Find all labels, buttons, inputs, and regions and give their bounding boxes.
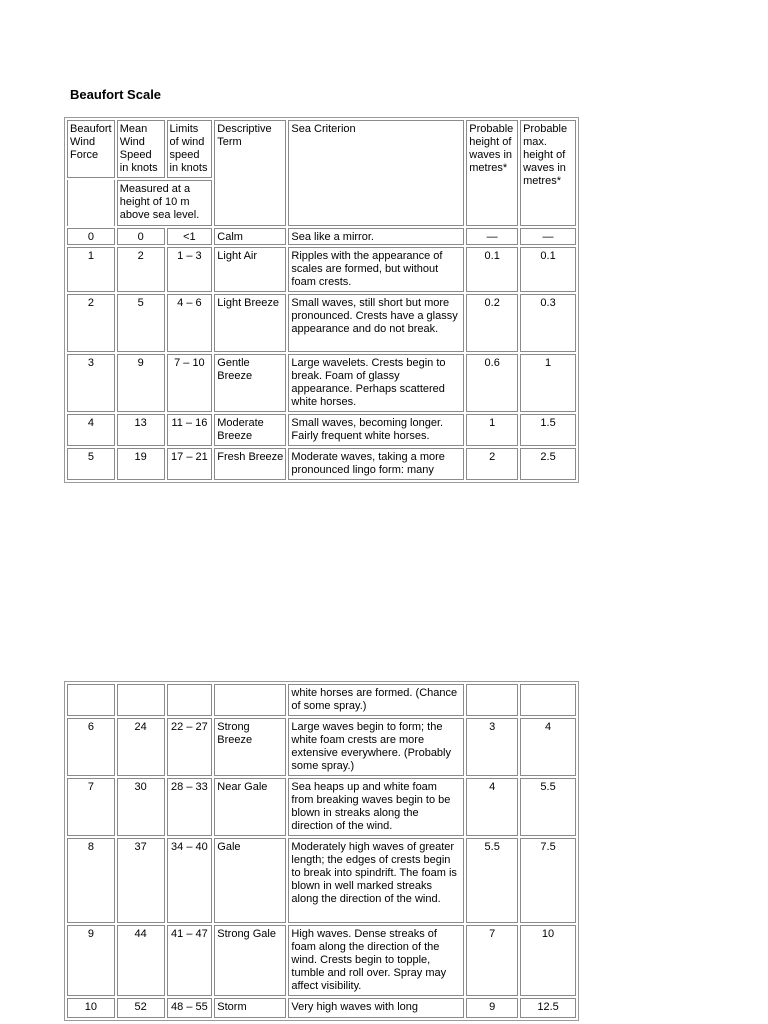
- cell-term: Strong Breeze: [214, 718, 286, 776]
- cell-mean: 2: [117, 247, 165, 292]
- cell-limits: 34 – 40: [167, 838, 213, 923]
- cell-max: 1.5: [520, 414, 576, 446]
- cell-limits: 41 – 47: [167, 925, 213, 996]
- cell-probable: 4: [466, 778, 518, 836]
- cell-force: 0: [67, 228, 115, 245]
- cell-criterion: Ripples with the appearance of scales are formed, but without foam crests.: [288, 247, 464, 292]
- cell-max: 0.1: [520, 247, 576, 292]
- cell-limits: 48 – 55: [167, 998, 213, 1018]
- header-force-spacer: [67, 180, 115, 226]
- cell-probable: 0.2: [466, 294, 518, 352]
- header-probable-height: Probable height of waves in metres*: [466, 120, 518, 226]
- cell-term: Fresh Breeze: [214, 448, 286, 480]
- table-row: [67, 414, 576, 446]
- cell-probable: 0.1: [466, 247, 518, 292]
- cell-limits: 28 – 33: [167, 778, 213, 836]
- table-row: [67, 448, 576, 480]
- cell-term: Gale: [214, 838, 286, 923]
- cell-max: 5.5: [520, 778, 576, 836]
- cell-mean: 13: [117, 414, 165, 446]
- cell-force: 9: [67, 925, 115, 996]
- cell-max: 12.5: [520, 998, 576, 1018]
- cell-term: Strong Gale: [214, 925, 286, 996]
- header-max-height: Probable max. height of waves in metres*: [520, 120, 576, 226]
- table-row: [67, 718, 576, 776]
- page-title: Beaufort Scale: [70, 87, 162, 102]
- cell-criterion: Large waves begin to form; the white foam crests are more extensive everywhere. (Probably some spray.): [288, 718, 464, 776]
- cell-criterion: Small waves, still short but more pronounced. Crests have a glassy appearance and do not break.: [288, 294, 464, 352]
- cell-mean: 44: [117, 925, 165, 996]
- cell-mean: 0: [117, 228, 165, 245]
- cell-max: 10: [520, 925, 576, 996]
- cell-limits: [167, 684, 213, 716]
- table-row: [67, 247, 576, 292]
- cell-force: 3: [67, 354, 115, 412]
- cell-limits: 1 – 3: [167, 247, 213, 292]
- cell-limits: <1: [167, 228, 213, 245]
- cell-criterion: Sea like a mirror.: [288, 228, 464, 245]
- cell-limits: 7 – 10: [167, 354, 213, 412]
- cell-max: 0.3: [520, 294, 576, 352]
- cell-limits: 22 – 27: [167, 718, 213, 776]
- table-row: [67, 925, 576, 996]
- beaufort-table-page-2: [64, 681, 579, 1021]
- cell-mean: 9: [117, 354, 165, 412]
- cell-limits: 11 – 16: [167, 414, 213, 446]
- cell-term: Moderate Breeze: [214, 414, 286, 446]
- table-row: [67, 294, 576, 352]
- cell-criterion: Small waves, becoming longer. Fairly frequent white horses.: [288, 414, 464, 446]
- cell-force: 7: [67, 778, 115, 836]
- cell-criterion: Moderately high waves of greater length; the edges of crests begin to break into spindrift. The foam is blown in well marked streaks along the direction of the wind.: [288, 838, 464, 923]
- cell-term: Near Gale: [214, 778, 286, 836]
- cell-force: 8: [67, 838, 115, 923]
- cell-max: [520, 684, 576, 716]
- cell-mean: 5: [117, 294, 165, 352]
- cell-term: Light Air: [214, 247, 286, 292]
- cell-mean: 19: [117, 448, 165, 480]
- header-limits: Limits of wind speed in knots: [167, 120, 213, 178]
- cell-probable: 1: [466, 414, 518, 446]
- cell-limits: 17 – 21: [167, 448, 213, 480]
- beaufort-table-page-1: [64, 117, 579, 483]
- cell-force: 5: [67, 448, 115, 480]
- cell-mean: [117, 684, 165, 716]
- cell-probable: 7: [466, 925, 518, 996]
- header-measured-note: Measured at a height of 10 m above sea level.: [117, 180, 213, 226]
- cell-probable: 3: [466, 718, 518, 776]
- header-mean-speed: Mean Wind Speed in knots: [117, 120, 165, 178]
- cell-term: [214, 684, 286, 716]
- cell-force: 1: [67, 247, 115, 292]
- header-descriptive-term: Descriptive Term: [214, 120, 286, 226]
- cell-max: 4: [520, 718, 576, 776]
- table-row: [67, 838, 576, 923]
- cell-criterion: Large wavelets. Crests begin to break. Foam of glassy appearance. Perhaps scattered white horses.: [288, 354, 464, 412]
- cell-probable: 2: [466, 448, 518, 480]
- cell-probable: 5.5: [466, 838, 518, 923]
- cell-criterion: High waves. Dense streaks of foam along the direction of the wind. Crests begin to topple, tumble and roll over. Spray may affect visibility.: [288, 925, 464, 996]
- cell-mean: 37: [117, 838, 165, 923]
- cell-force: 6: [67, 718, 115, 776]
- table-row: [67, 354, 576, 412]
- cell-max: 2.5: [520, 448, 576, 480]
- table-row: [67, 684, 576, 716]
- cell-criterion: Sea heaps up and white foam from breaking waves begin to be blown in streaks along the direction of the wind.: [288, 778, 464, 836]
- cell-term: Light Breeze: [214, 294, 286, 352]
- cell-term: Gentle Breeze: [214, 354, 286, 412]
- cell-mean: 24: [117, 718, 165, 776]
- cell-term: Storm: [214, 998, 286, 1018]
- cell-probable: —: [466, 228, 518, 245]
- cell-term: Calm: [214, 228, 286, 245]
- header-force: Beaufort Wind Force: [67, 120, 115, 178]
- cell-criterion: white horses are formed. (Chance of some spray.): [288, 684, 464, 716]
- cell-probable: [466, 684, 518, 716]
- cell-max: 7.5: [520, 838, 576, 923]
- cell-probable: 0.6: [466, 354, 518, 412]
- cell-criterion: Moderate waves, taking a more pronounced lingo form: many: [288, 448, 464, 480]
- table-row: [67, 998, 576, 1018]
- cell-force: [67, 684, 115, 716]
- header-sea-criterion: Sea Criterion: [288, 120, 464, 226]
- cell-probable: 9: [466, 998, 518, 1018]
- cell-force: 2: [67, 294, 115, 352]
- cell-force: 10: [67, 998, 115, 1018]
- cell-mean: 30: [117, 778, 165, 836]
- table-row: [67, 228, 576, 245]
- cell-mean: 52: [117, 998, 165, 1018]
- cell-max: —: [520, 228, 576, 245]
- cell-limits: 4 – 6: [167, 294, 213, 352]
- table-row: [67, 778, 576, 836]
- cell-criterion: Very high waves with long: [288, 998, 464, 1018]
- cell-force: 4: [67, 414, 115, 446]
- cell-max: 1: [520, 354, 576, 412]
